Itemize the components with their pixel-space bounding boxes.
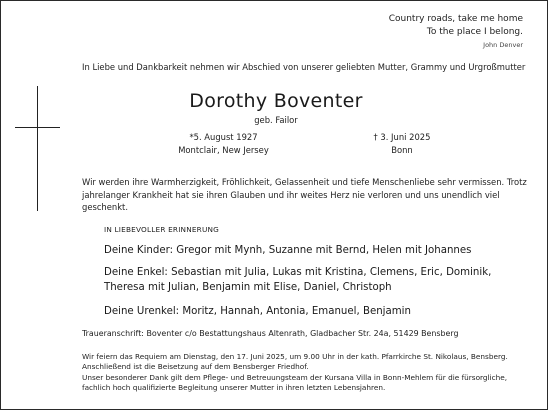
family-children: Deine Kinder: Gregor mit Mynh, Suzanne mit Bernd, Helen mit Johannes	[104, 245, 472, 256]
maiden-name: geb. Failor	[254, 115, 298, 125]
birth-place: Montclair, New Jersey	[178, 145, 269, 155]
thanks-text: Unser besonderer Dank gilt dem Pflege- und Betreuungsteam der Kursana Villa in Bonn-Mehlem für die fürsorgliche, fachlich hoch qualifizierte Begleitung unserer Mutter in ihren letzten Lebensjahren.	[82, 372, 508, 392]
quote-line-1: Country roads, take me home	[388, 14, 523, 24]
family-grandchildren: Deine Enkel: Sebastian mit Julia, Lukas mit Kristina, Clemens, Eric, Dominik, Theresa mit Julian, Benjamin mit Elise, Daniel, Christoph	[104, 267, 492, 293]
death-date: † 3. Juni 2025	[373, 132, 431, 142]
section-heading: IN LIEBEVOLLER ERINNERUNG	[104, 225, 219, 234]
deceased-name: Dorothy Boventer	[189, 90, 363, 112]
mourning-address: Traueranschrift: Boventer c/o Bestattungshaus Altenrath, Gladbacher Str. 24a, 51429 Bensberg	[82, 329, 459, 338]
birth-date: *5. August 1927	[189, 132, 258, 142]
death-info	[347, 131, 457, 157]
family-great-grandchildren: Deine Urenkel: Moritz, Hannah, Antonia, Emanuel, Benjamin	[104, 306, 411, 317]
service-info	[82, 352, 532, 393]
epigraph-quote	[389, 13, 523, 50]
quote-line-2: To the place I belong.	[426, 26, 523, 37]
intro-text: In Liebe und Dankbarkeit nehmen wir Abschied von unserer geliebten Mutter, Grammy und Urgroßmutter	[82, 62, 526, 72]
cross-horizontal-bar	[15, 127, 60, 128]
death-place: Bonn	[391, 145, 413, 155]
quote-author: John Denver	[483, 41, 523, 49]
birth-info	[151, 131, 296, 157]
remembrance-paragraph: Wir werden ihre Warmherzigkeit, Fröhlichkeit, Gelassenheit und tiefe Menschenliebe sehr vermissen. Trotz jahrelanger Krankheit hat sie ihren Glauben und ihr weites Herz nie verloren und uns unendlich viel geschenkt.	[82, 177, 527, 213]
requiem-text: Wir feiern das Requiem am Dienstag, den 17. Juni 2025, um 9.00 Uhr in der kath. Pfarrkirche St. Nikolaus, Bensberg. Anschließend ist die Beisetzung auf dem Bensberger Friedhof.	[82, 352, 508, 372]
